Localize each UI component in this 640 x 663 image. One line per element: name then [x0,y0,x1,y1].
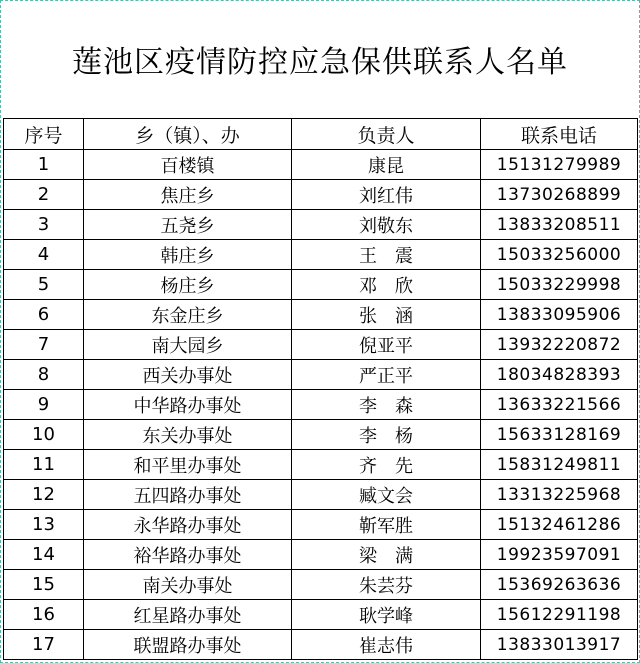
header-person: 负责人 [292,119,481,150]
header-row [4,119,638,150]
cell-seq: 8 [4,360,84,390]
cell-unit: 五四路办事处 [84,480,292,510]
cell-unit: 南关办事处 [84,570,292,600]
cell-unit: 杨庄乡 [84,270,292,300]
table-row [4,180,638,210]
table-row [4,390,638,420]
table-row [4,420,638,450]
cell-unit: 五尧乡 [84,210,292,240]
cell-unit: 东关办事处 [84,420,292,450]
cell-seq: 17 [4,630,84,660]
table-row [4,300,638,330]
cell-phone: 13730268899 [481,180,638,210]
table-row [4,570,638,600]
cell-phone: 15612291198 [481,600,638,630]
cell-seq: 16 [4,600,84,630]
cell-seq: 9 [4,390,84,420]
table-row [4,600,638,630]
cell-person: 邓 欣 [292,270,481,300]
header-seq: 序号 [4,119,84,150]
table-row [4,450,638,480]
cell-unit: 百楼镇 [84,150,292,180]
cell-unit: 东金庄乡 [84,300,292,330]
cell-seq: 2 [4,180,84,210]
cell-seq: 1 [4,150,84,180]
table-row [4,210,638,240]
cell-phone: 13932220872 [481,330,638,360]
cell-person: 耿学峰 [292,600,481,630]
cell-person: 李 森 [292,390,481,420]
table-body [4,150,638,660]
cell-seq: 15 [4,570,84,600]
cell-seq: 12 [4,480,84,510]
cell-seq: 7 [4,330,84,360]
cell-person: 梁 满 [292,540,481,570]
cell-phone: 15831249811 [481,450,638,480]
cell-seq: 13 [4,510,84,540]
cell-unit: 焦庄乡 [84,180,292,210]
cell-person: 崔志伟 [292,630,481,660]
cell-phone: 13833208511 [481,210,638,240]
cell-person: 刘红伟 [292,180,481,210]
cell-unit: 中华路办事处 [84,390,292,420]
page-title: 莲池区疫情防控应急保供联系人名单 [72,45,568,80]
cell-phone: 13633221566 [481,390,638,420]
cell-person: 朱芸芬 [292,570,481,600]
table-row [4,150,638,180]
cell-unit: 南大园乡 [84,330,292,360]
table-row [4,630,638,660]
cell-phone: 13833013917 [481,630,638,660]
cell-phone: 15033256000 [481,240,638,270]
cell-phone: 19923597091 [481,540,638,570]
cell-person: 康昆 [292,150,481,180]
cell-person: 严正平 [292,360,481,390]
cell-person: 齐 先 [292,450,481,480]
header-phone: 联系电话 [481,119,638,150]
cell-seq: 6 [4,300,84,330]
table-row [4,510,638,540]
cell-phone: 15369263636 [481,570,638,600]
cell-person: 臧文会 [292,480,481,510]
cell-seq: 5 [4,270,84,300]
cell-unit: 西关办事处 [84,360,292,390]
contact-table [3,118,638,660]
cell-person: 倪亚平 [292,330,481,360]
cell-person: 李 杨 [292,420,481,450]
cell-unit: 联盟路办事处 [84,630,292,660]
cell-phone: 15033229998 [481,270,638,300]
table-row [4,240,638,270]
cell-phone: 18034828393 [481,360,638,390]
cell-person: 靳军胜 [292,510,481,540]
cell-unit: 韩庄乡 [84,240,292,270]
cell-phone: 13313225968 [481,480,638,510]
cell-seq: 11 [4,450,84,480]
table-row [4,360,638,390]
cell-person: 王 震 [292,240,481,270]
table-row [4,540,638,570]
cell-seq: 3 [4,210,84,240]
table-row [4,270,638,300]
table-row [4,480,638,510]
cell-unit: 裕华路办事处 [84,540,292,570]
cell-seq: 4 [4,240,84,270]
cell-phone: 13833095906 [481,300,638,330]
header-unit: 乡（镇）、办 [84,119,292,150]
cell-unit: 红星路办事处 [84,600,292,630]
cell-seq: 10 [4,420,84,450]
cell-unit: 永华路办事处 [84,510,292,540]
cell-person: 刘敬东 [292,210,481,240]
cell-phone: 15132461286 [481,510,638,540]
table-row [4,330,638,360]
cell-unit: 和平里办事处 [84,450,292,480]
cell-person: 张 涵 [292,300,481,330]
cell-phone: 15131279989 [481,150,638,180]
cell-seq: 14 [4,540,84,570]
cell-phone: 15633128169 [481,420,638,450]
